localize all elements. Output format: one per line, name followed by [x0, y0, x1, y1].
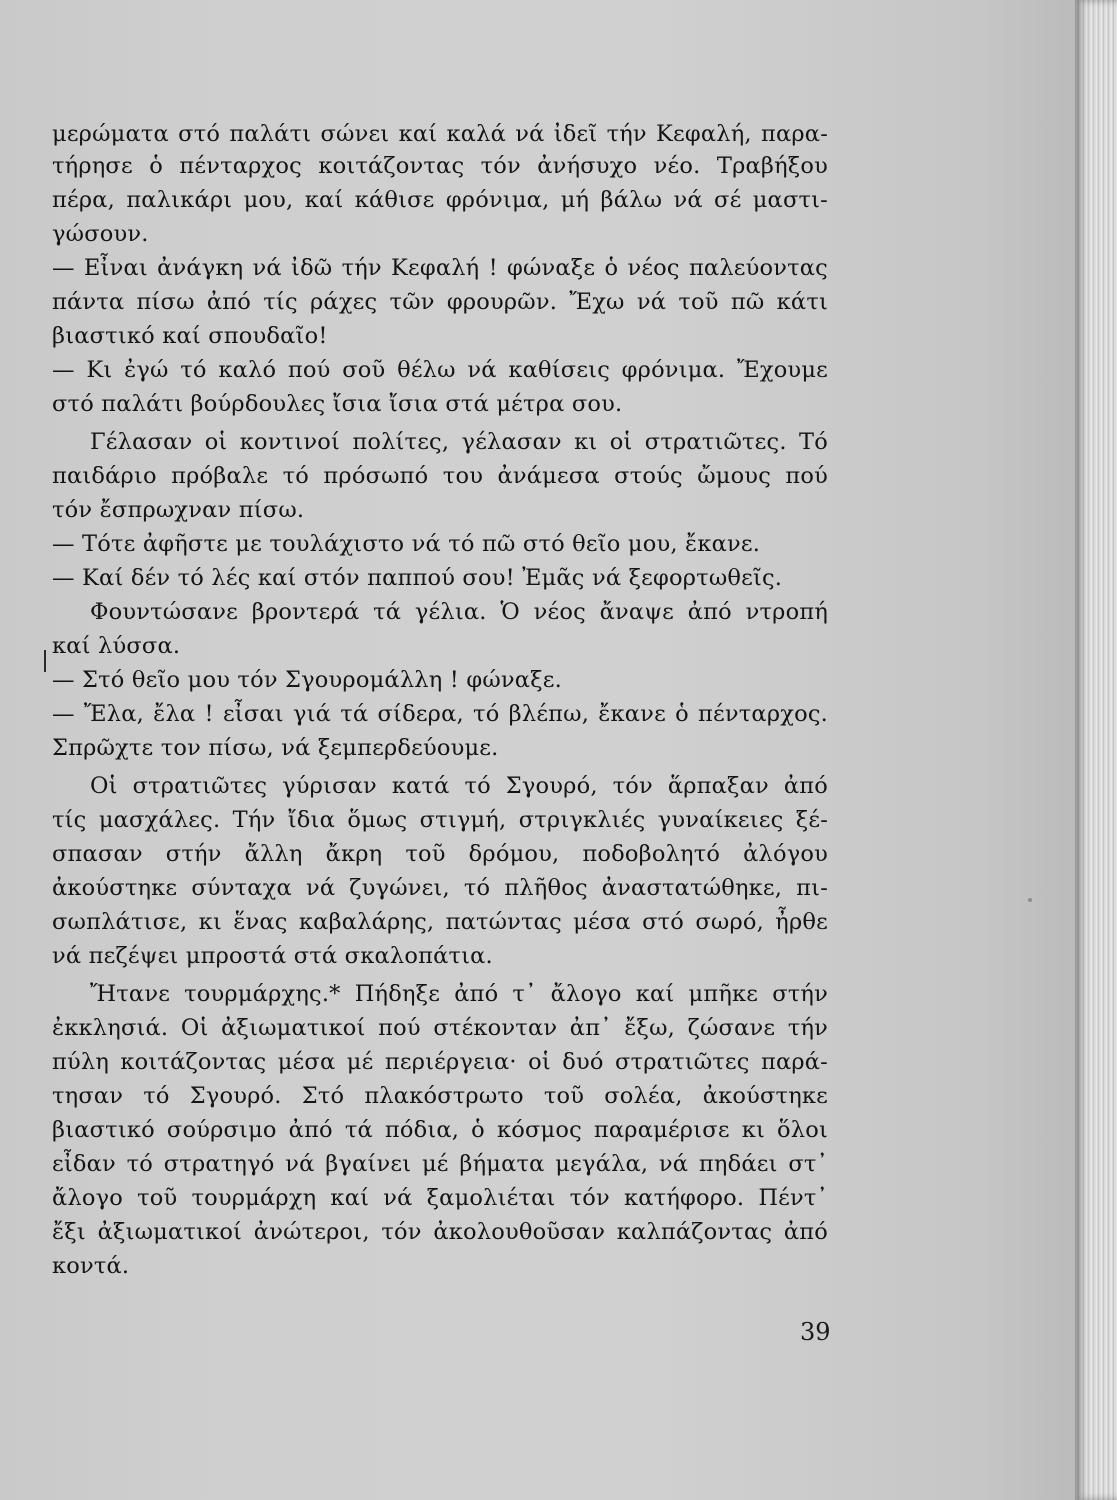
text-line: τίς μασχάλες. Τήν ἴδια ὅμως στιγμή, στριγκλιές γυναίκειες ξέ-	[52, 807, 828, 833]
text-line: Ἤτανε τουρμάρχης.* Πήδηξε ἀπό τ᾿ ἄλογο καί μπῆκε στήν	[90, 981, 828, 1007]
text-line: Γέλασαν οἱ κοντινοί πολίτες, γέλασαν κι οἱ στρατιῶτες. Τό	[90, 429, 828, 455]
text-line: — Εἶναι ἀνάγκη νά ἰδῶ τήν Κεφαλή ! φώναξε ὁ νέος παλεύοντας	[52, 255, 828, 281]
text-line: πάντα πίσω ἀπό τίς ράχες τῶν φρουρῶν. Ἔχω νά τοῦ πῶ κάτι	[52, 289, 828, 315]
text-line: τησαν τό Σγουρό. Στό πλακόστρωτο τοῦ σολέα, ἀκούστηκε	[52, 1083, 828, 1109]
text-line: Σπρῶχτε τον πίσω, νά ξεμπερδεύουμε.	[52, 735, 499, 761]
text-line: ἀκούστηκε σύνταχα νά ζυγώνει, τό πλῆθος ἀναστατώθηκε, πι-	[52, 875, 828, 901]
text-line: ἐκκλησιά. Οἱ ἀξιωματικοί πού στέκονταν ἀπ᾿ ἔξω, ζώσανε τήν	[52, 1015, 828, 1041]
text-line: ἔξι ἀξιωματικοί ἀνώτεροι, τόν ἀκολουθοῦσαν καλπάζοντας ἀπό	[52, 1219, 828, 1245]
text-line: σπασαν στήν ἄλλη ἄκρη τοῦ δρόμου, ποδοβολητό ἀλόγου	[52, 841, 828, 867]
text-line: παιδάριο πρόβαλε τό πρόσωπό του ἀνάμεσα στούς ὤμους πού	[52, 463, 828, 489]
text-line: βιαστικό σούρσιμο ἀπό τά πόδια, ὁ κόσμος παραμέρισε κι ὅλοι	[52, 1117, 828, 1143]
text-line: πέρα, παλικάρι μου, καί κάθισε φρόνιμα, μή βάλω νά σέ μαστι-	[52, 187, 828, 213]
text-line: Οἱ στρατιῶτες γύρισαν κατά τό Σγουρό, τόν ἅρπαξαν ἀπό	[90, 773, 828, 799]
text-line: πύλη κοιτάζοντας μέσα μέ περιέργεια· οἱ δυό στρατιῶτες παρά-	[52, 1049, 828, 1075]
text-line: τήρησε ὁ πένταρχος κοιτάζοντας τόν ἀνήσυχο νέο. Τραβήξου	[52, 153, 828, 179]
margin-mark	[44, 650, 46, 672]
text-line: μερώματα στό παλάτι σώνει καί καλά νά ἰδεῖ τήν Κεφαλή, παρα-	[52, 121, 828, 147]
text-line: νά πεζέψει μπροστά στά σκαλοπάτια.	[52, 943, 493, 969]
text-line: Φουντώσανε βροντερά τά γέλια. Ὁ νέος ἄναψε ἀπό ντροπή	[90, 599, 828, 625]
text-line: — Ἔλα, ἔλα ! εἶσαι γιά τά σίδερα, τό βλέπω, ἔκανε ὁ πένταρχος.	[52, 701, 828, 727]
text-line: γώσουν.	[52, 221, 149, 247]
page-stack-edge	[1075, 0, 1117, 1500]
text-line: τόν ἔσπρωχναν πίσω.	[52, 497, 305, 523]
text-line: — Κι ἐγώ τό καλό πού σοῦ θέλω νά καθίσεις φρόνιμα. Ἔχουμε	[52, 357, 828, 383]
text-line: στό παλάτι βούρδουλες ἴσια ἴσια στά μέτρα σου.	[52, 391, 623, 417]
text-line: βιαστικό καί σπουδαῖο!	[52, 323, 328, 349]
text-line: εἶδαν τό στρατηγό νά βγαίνει μέ βήματα μεγάλα, νά πηδάει στ᾿	[52, 1151, 828, 1177]
text-line: — Στό θεῖο μου τόν Σγουρομάλλη ! φώναξε.	[52, 667, 562, 693]
text-line: κοντά.	[52, 1253, 130, 1279]
paper-speck	[1028, 898, 1032, 902]
page-number: 39	[800, 1318, 831, 1346]
text-line: ἄλογο τοῦ τουρμάρχη καί νά ξαμολιέται τόν κατήφορο. Πέντ᾿	[52, 1185, 828, 1211]
text-line: σωπλάτισε, κι ἕνας καβαλάρης, πατώντας μέσα στό σωρό, ἦρθε	[52, 909, 828, 935]
text-line: καί λύσσα.	[52, 633, 181, 659]
text-line: — Τότε ἀφῆστε με τουλάχιστο νά τό πῶ στό θεῖο μου, ἔκανε.	[52, 531, 761, 557]
text-line: — Καί δέν τό λές καί στόν παππού σου! Ἐμᾶς νά ξεφορτωθεῖς.	[52, 565, 783, 591]
